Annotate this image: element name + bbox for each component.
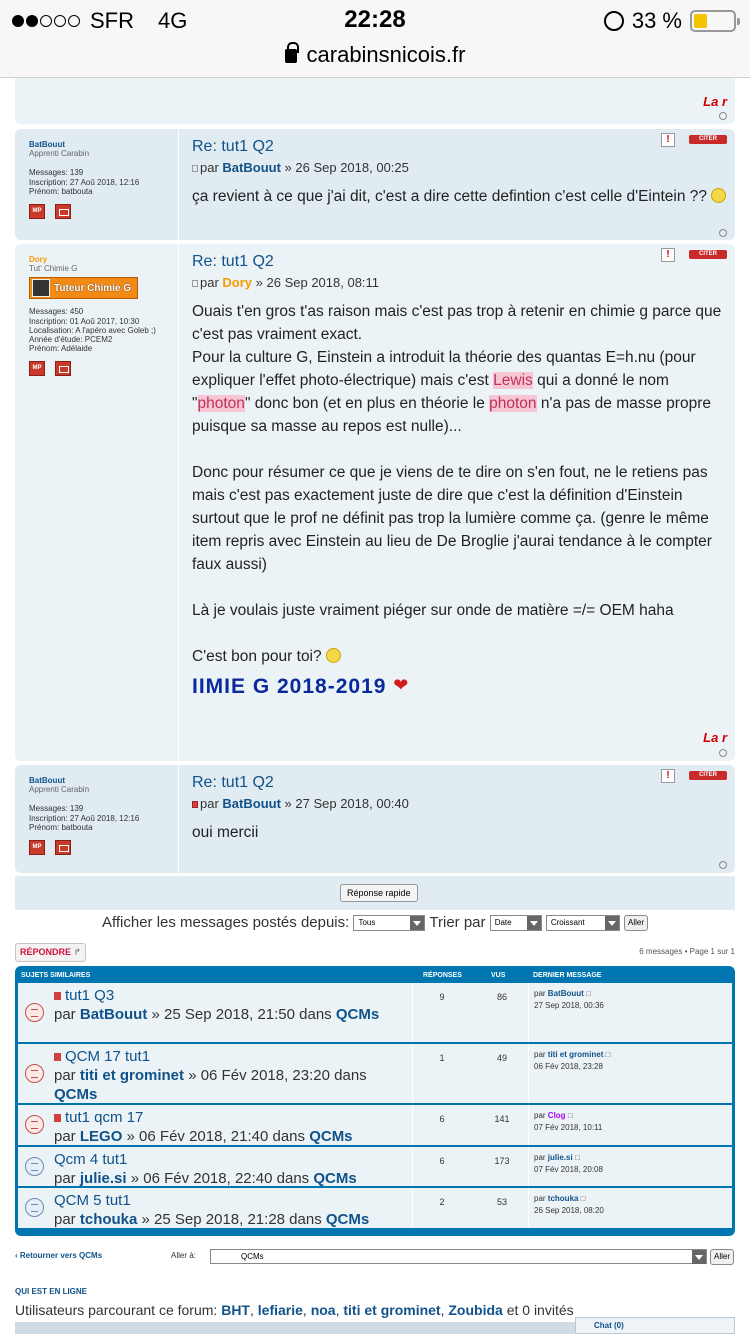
- profile-messages: Messages: 450: [29, 307, 84, 317]
- last-post-author[interactable]: Clog: [547, 1111, 566, 1120]
- topic-info: tut1 qcm 17 par LEGO » 06 Fév 2018, 21:40 dans QCMs: [54, 1109, 353, 1145]
- topic-replies: 9: [439, 992, 445, 1002]
- battery-icon: [690, 10, 736, 32]
- filter-go-button[interactable]: Aller: [624, 915, 648, 931]
- report-button[interactable]: !: [661, 248, 675, 262]
- post-title[interactable]: Re: tut1 Q2: [192, 774, 274, 791]
- post-body: [178, 244, 735, 761]
- order-select[interactable]: Croissant: [546, 915, 620, 931]
- pagination-info: 6 messages • Page 1 sur 1: [639, 947, 735, 956]
- post-body: [178, 765, 735, 873]
- col-last-message: DERNIER MESSAGE: [533, 972, 602, 979]
- display-options: [0, 914, 750, 936]
- topic-forum[interactable]: QCMs: [54, 1086, 98, 1103]
- similar-topic-row[interactable]: [18, 1044, 732, 1103]
- status-bar: [0, 0, 750, 40]
- topic-icon: [25, 1064, 44, 1083]
- post-date: » 26 Sep 2018, 00:25: [284, 160, 409, 175]
- topic-title[interactable]: QCM 5 tut1: [54, 1192, 131, 1209]
- chevron-down-icon: [692, 1250, 706, 1264]
- attachment-icon: [54, 992, 61, 1000]
- back-to-top-icon[interactable]: [719, 749, 727, 757]
- similar-topic-row[interactable]: [18, 1188, 732, 1228]
- post-date: » 27 Sep 2018, 00:40: [284, 796, 409, 811]
- topic-last-message: par Clog □ 07 Fév 2018, 10:11: [534, 1111, 603, 1132]
- quote-button[interactable]: CITER: [689, 250, 727, 259]
- profile-rank: Tut' Chimie G: [29, 264, 78, 274]
- topic-author[interactable]: titi et grominet: [79, 1067, 185, 1084]
- report-button[interactable]: !: [661, 133, 675, 147]
- similar-topics-header: [18, 966, 732, 983]
- profile-rank: Apprenti Carabin: [29, 149, 90, 159]
- topic-author[interactable]: tchouka: [79, 1211, 138, 1228]
- topic-last-message: par julie.si □ 07 Fév 2018, 20:08: [534, 1153, 603, 1174]
- topic-icon: [25, 1198, 44, 1217]
- post-icon: [192, 165, 198, 172]
- view-latest-icon: □: [567, 1111, 573, 1120]
- quick-reply-button[interactable]: Réponse rapide: [340, 884, 418, 902]
- profile-annee: Année d'étude: PCEM2: [29, 334, 113, 344]
- battery-percent: 33 %: [631, 8, 682, 33]
- attachment-icon: [54, 1114, 61, 1122]
- view-latest-icon: □: [580, 1194, 586, 1203]
- topic-title[interactable]: tut1 Q3: [54, 987, 114, 1004]
- post-content: ça revient à ce que j'ai dit, c'est a dire cette defintion c'est celle d'Eintein ??: [192, 185, 735, 208]
- col-views: VUS: [491, 972, 506, 979]
- private-message-button[interactable]: MP: [29, 840, 45, 855]
- topic-views: 49: [496, 1053, 507, 1063]
- post-icon: [192, 801, 198, 808]
- profile-inscription: Inscription: 01 Aoû 2017, 10:30: [29, 316, 140, 326]
- filter-label: Afficher les messages postés depuis:: [101, 914, 350, 931]
- profile-prenom: Prénom: batbouta: [29, 186, 93, 196]
- post-author-line: par BatBouut » 26 Sep 2018, 00:25: [192, 157, 735, 179]
- quote-button[interactable]: CITER: [689, 771, 727, 780]
- post-title[interactable]: Re: tut1 Q2: [192, 253, 274, 270]
- profile-username[interactable]: BatBouut: [29, 776, 65, 785]
- topic-author[interactable]: LEGO: [79, 1128, 123, 1145]
- post-title[interactable]: Re: tut1 Q2: [192, 138, 274, 155]
- topic-info: QCM 5 tut1 par tchouka » 25 Sep 2018, 21:28 dans QCMs: [54, 1192, 370, 1228]
- post-author[interactable]: BatBouut: [222, 160, 281, 175]
- online-user[interactable]: noa: [310, 1302, 336, 1318]
- post-profile: [15, 244, 178, 376]
- clock: 22:28: [344, 6, 406, 33]
- topic-replies: 6: [439, 1156, 445, 1166]
- post-content: oui mercii: [192, 824, 259, 841]
- col-replies: RÉPONSES: [423, 972, 462, 979]
- post-author-line: par BatBouut » 27 Sep 2018, 00:40: [192, 793, 735, 815]
- topic-author[interactable]: julie.si: [79, 1170, 127, 1187]
- post-icon: [192, 280, 198, 287]
- back-to-top-icon[interactable]: [719, 861, 727, 869]
- online-user[interactable]: BHT: [221, 1302, 250, 1318]
- post-date: » 26 Sep 2018, 08:11: [255, 275, 380, 290]
- topic-views: 53: [496, 1197, 507, 1207]
- similar-topics-panel: [15, 966, 735, 1236]
- post: [15, 129, 735, 240]
- action-bar: [15, 943, 735, 963]
- last-post-author[interactable]: tchouka: [547, 1194, 579, 1203]
- similar-topic-row[interactable]: [18, 983, 732, 1042]
- jump-to-select[interactable]: QCMs: [210, 1249, 707, 1264]
- confused-smiley-icon: [711, 188, 726, 203]
- network-type: 4G: [158, 8, 188, 33]
- lock-icon: [285, 49, 297, 63]
- profile-rank: Apprenti Carabin: [29, 785, 90, 795]
- attachment-icon: [54, 1053, 61, 1061]
- profile-username[interactable]: Dory: [29, 255, 48, 264]
- highlighted-term: Lewis: [493, 372, 533, 389]
- address-bar[interactable]: [0, 40, 750, 78]
- topic-replies: 2: [439, 1197, 445, 1207]
- topic-icon: [25, 1115, 44, 1134]
- profile-prenom: Prénom: batbouta: [29, 822, 93, 832]
- topic-author[interactable]: BatBouut: [79, 1006, 148, 1023]
- topic-forum[interactable]: QCMs: [325, 1211, 370, 1228]
- topic-forum[interactable]: QCMs: [313, 1170, 357, 1187]
- chevron-down-icon: [527, 916, 541, 930]
- post-author-line: par Dory » 26 Sep 2018, 08:11: [192, 272, 735, 294]
- who-is-online-title: QUI EST EN LIGNE: [15, 1287, 88, 1296]
- view-latest-icon: □: [605, 1050, 611, 1059]
- topic-title[interactable]: Qcm 4 tut1: [54, 1151, 128, 1168]
- smile-icon: [326, 648, 341, 663]
- sort-label: Trier par: [429, 914, 486, 931]
- topic-forum[interactable]: QCMs: [309, 1128, 353, 1145]
- post-profile: [15, 765, 178, 855]
- similar-topic-row[interactable]: [18, 1147, 732, 1186]
- rank-badge: Tuteur Chimie G: [29, 277, 138, 299]
- last-post-author[interactable]: titi et grominet: [547, 1050, 604, 1059]
- back-to-top-icon[interactable]: [719, 229, 727, 237]
- email-button[interactable]: [55, 204, 71, 219]
- last-post-author[interactable]: BatBouut: [547, 989, 584, 998]
- view-latest-icon: □: [574, 1153, 580, 1162]
- private-message-button[interactable]: MP: [29, 204, 45, 219]
- online-user[interactable]: titi et grominet: [343, 1302, 441, 1318]
- topic-last-message: par BatBouut □ 27 Sep 2018, 00:36: [534, 989, 604, 1010]
- report-button[interactable]: !: [661, 769, 675, 783]
- post: [15, 765, 735, 873]
- jump-label: Aller à:: [171, 1251, 196, 1260]
- topic-icon: [25, 1157, 44, 1176]
- since-select[interactable]: Tous: [353, 915, 425, 931]
- highlighted-term: photon: [489, 395, 537, 412]
- profile-localisation: Localisation: A l'apéro avec Goleb ;): [29, 325, 156, 335]
- signature-fragment: La r: [703, 94, 727, 109]
- profile-inscription: Inscription: 27 Aoû 2018, 12:16: [29, 177, 140, 187]
- chat-button[interactable]: Chat (0): [575, 1317, 735, 1334]
- topic-views: 173: [494, 1156, 510, 1166]
- similar-topic-row[interactable]: [18, 1105, 732, 1145]
- signature-fragment: La r: [703, 730, 727, 745]
- quick-reply-bar: [15, 876, 735, 910]
- chevron-down-icon: [605, 916, 619, 930]
- chevron-down-icon: [410, 916, 424, 930]
- online-user[interactable]: Zoubida: [448, 1302, 503, 1318]
- sort-by-select[interactable]: Date: [490, 915, 542, 931]
- topic-forum[interactable]: QCMs: [335, 1006, 380, 1023]
- profile-inscription: Inscription: 27 Aoû 2018, 12:16: [29, 813, 140, 823]
- post-body: [178, 129, 735, 240]
- topic-views: 141: [494, 1114, 510, 1124]
- email-button[interactable]: [55, 840, 71, 855]
- heart-icon: ❤: [393, 675, 410, 695]
- alarm-icon: [604, 11, 624, 31]
- back-to-forum-link[interactable]: ‹ Retourner vers QCMs: [15, 1251, 103, 1260]
- topic-replies: 6: [439, 1114, 445, 1124]
- jump-go-button[interactable]: Aller: [710, 1249, 734, 1265]
- quote-button[interactable]: CITER: [689, 135, 727, 144]
- email-button[interactable]: [55, 361, 71, 376]
- topic-title[interactable]: tut1 qcm 17: [54, 1109, 143, 1126]
- reply-button[interactable]: RÉPONDRE ↱: [15, 943, 86, 962]
- topic-info: Qcm 4 tut1 par julie.si » 06 Fév 2018, 22:40 dans QCMs: [54, 1151, 357, 1187]
- post-content: Ouais t'en gros t'as raison mais c'est pas trop à retenir en chimie g parce que c'est pas vraiment exact. Pour la culture G, Einstein a introduit la théorie des quantas E=h.nu (pour expliquer l'effet photo-électrique) mais c'est Lewis qui a donné le nom "photon" donc bon (et en plus en théorie le photon n'a pas de masse propre puisque sa masse au repos est nulle)... Donc pour résumer ce que je viens de te dire on s'en fout, ne le retiens pas mais c'est pas exactement juste de dire que c'est la définition d'Einstein surtout que le prof ne définit pas trop la lumière comme ça. (genre le même item repris avec Einstein au lieu de De Broglie j'aurai tendance à le compter faux aussi) Là je voulais juste vraiment piéger sur onde de matière =/= OEM haha C'est bon pour toi? IIMIE G 2018-2019 ❤: [192, 300, 735, 698]
- profile-messages: Messages: 139: [29, 804, 84, 814]
- profile-username[interactable]: BatBouut: [29, 140, 65, 149]
- topic-info: QCM 17 tut1 par titi et grominet » 06 Fév 2018, 23:20 dans QCMs: [54, 1048, 367, 1103]
- topic-icon: [25, 1003, 44, 1022]
- view-latest-icon: □: [586, 989, 591, 998]
- profile-prenom: Prénom: Adélaide: [29, 344, 93, 354]
- topic-info: tut1 Q3 par BatBouut » 25 Sep 2018, 21:50 dans QCMs: [54, 987, 380, 1023]
- post-author[interactable]: Dory: [222, 275, 253, 290]
- post: [15, 244, 735, 761]
- post-previous-tail: [15, 78, 735, 124]
- forum-navigation: [15, 1248, 735, 1268]
- online-user[interactable]: lefiarie: [257, 1302, 303, 1318]
- similar-topics-title: SUJETS SIMILAIRES: [21, 972, 91, 979]
- post-author[interactable]: BatBouut: [222, 796, 281, 811]
- signature: IIMIE G 2018-2019 ❤: [192, 675, 410, 698]
- last-post-author[interactable]: julie.si: [547, 1153, 573, 1162]
- who-is-online: Utilisateurs parcourant ce forum: BHT, lefiarie, noa, titi et grominet, Zoubida et 0 invités: [15, 1302, 574, 1318]
- topic-last-message: par titi et grominet □ 06 Fév 2018, 23:28: [534, 1050, 611, 1071]
- private-message-button[interactable]: MP: [29, 361, 45, 376]
- post-profile: [15, 129, 178, 219]
- carrier-name: SFR: [90, 8, 134, 33]
- topic-views: 86: [496, 992, 507, 1002]
- pencil-icon: ↱: [73, 947, 82, 957]
- topic-last-message: par tchouka □ 26 Sep 2018, 08:20: [534, 1194, 604, 1215]
- topic-title[interactable]: QCM 17 tut1: [54, 1048, 150, 1065]
- topic-replies: 1: [439, 1053, 445, 1063]
- highlighted-term: photon: [197, 395, 245, 412]
- back-to-top-icon[interactable]: [719, 112, 727, 120]
- url-text: carabinsnicois.fr: [306, 42, 466, 67]
- profile-messages: Messages: 139: [29, 168, 84, 178]
